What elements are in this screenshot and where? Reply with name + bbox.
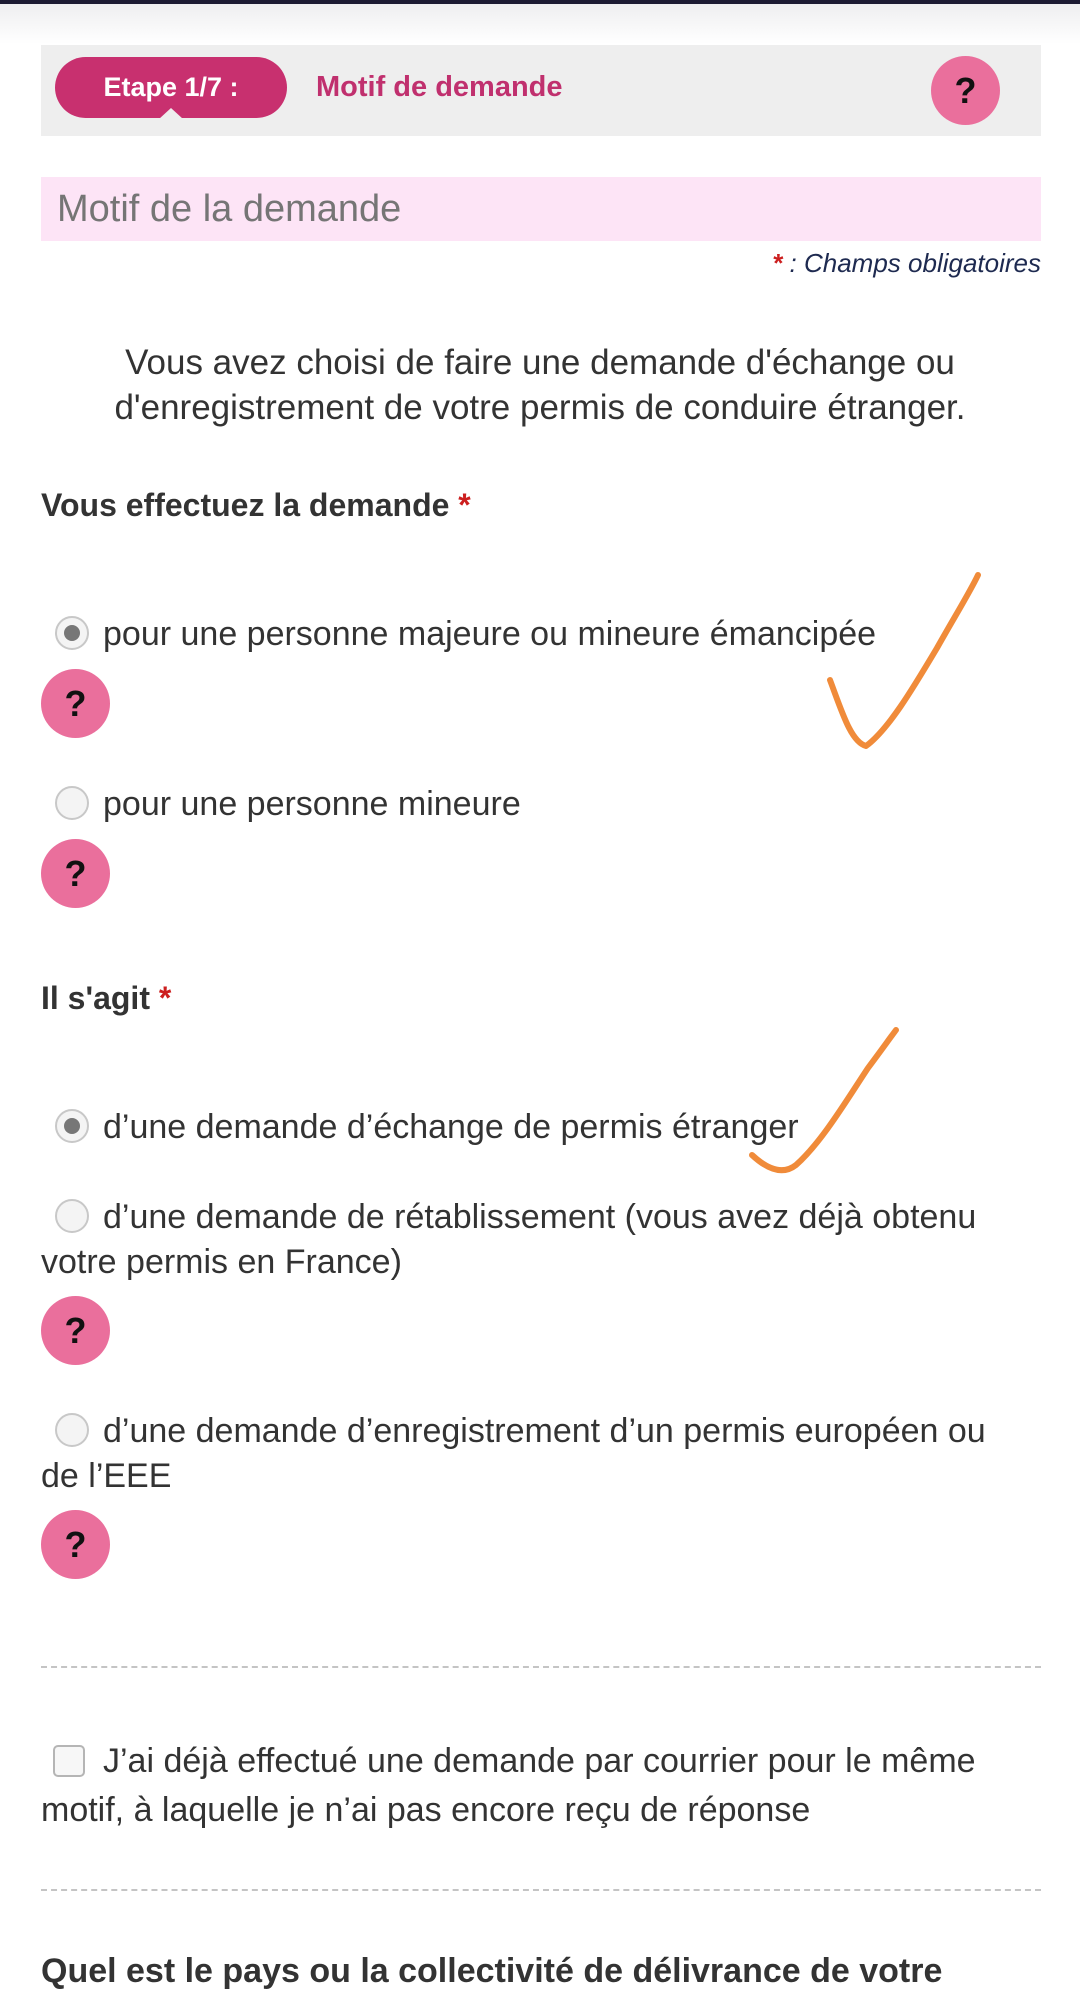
radio-adult[interactable] [55,616,89,650]
question-mark-icon: ? [64,682,87,724]
section-heading: Motif de la demande [41,177,1041,241]
question-mark-icon: ? [64,852,87,894]
option-eu-registration-label: d’une demande d’enregistrement d’un permis européen ou de l’EEE [41,1412,986,1495]
question-mark-icon: ? [64,1309,87,1351]
radio-eu-registration[interactable] [55,1413,89,1447]
step-title: Motif de demande [316,71,563,103]
question-applicant [41,487,471,524]
option-adult-label: pour une personne majeure ou mineure émancipée [103,615,877,653]
option-reinstatement-label: d’une demande de rétablissement (vous avez déjà obtenu votre permis en France) [41,1198,977,1281]
prior-request-checkbox[interactable] [53,1745,85,1777]
help-button-adult[interactable] [41,669,110,738]
prior-request-option[interactable] [41,1737,1026,1835]
help-button-minor[interactable] [41,839,110,908]
divider [41,1889,1041,1891]
intro-text: Vous avez choisi de faire une demande d'échange ou d'enregistrement de votre permis de conduire étranger. [114,343,966,427]
help-button-eu-registration[interactable] [41,1510,110,1579]
checkmark-annotation [830,575,978,746]
option-exchange[interactable] [41,1105,1026,1150]
prior-request-label: J’ai déjà effectué une demande par courrier pour le même motif, à laquelle je n’ai pas encore reçu de réponse [41,1742,976,1829]
question-request-type-label: Il s'agit [41,980,150,1016]
top-fade [0,4,1080,44]
step-help-button[interactable] [931,56,1000,125]
required-star: * [158,980,172,1016]
radio-minor[interactable] [55,786,89,820]
required-star: * [458,487,471,523]
required-star: * [772,248,783,278]
option-minor-label: pour une personne mineure [103,785,521,823]
question-applicant-label: Vous effectuez la demande [41,487,450,523]
option-adult[interactable] [41,612,1026,657]
question-issuing-country: Quel est le pays ou la collectivité de délivrance de votre [41,1952,943,1990]
step-bar [41,45,1041,136]
help-button-reinstatement[interactable] [41,1296,110,1365]
option-eu-registration[interactable] [41,1409,1026,1499]
question-mark-icon: ? [64,1523,87,1565]
mandatory-fields-text: : Champs obligatoires [782,248,1041,278]
question-request-type [41,980,171,1017]
option-reinstatement[interactable] [41,1195,1026,1285]
radio-reinstatement[interactable] [55,1199,89,1233]
divider [41,1666,1041,1668]
option-minor[interactable] [41,782,1026,827]
step-indicator: Etape 1/7 : [55,57,287,118]
radio-exchange[interactable] [55,1109,89,1143]
mandatory-fields-note [772,248,1041,279]
option-exchange-label: d’une demande d’échange de permis étranger [103,1108,799,1146]
question-mark-icon: ? [954,69,977,111]
